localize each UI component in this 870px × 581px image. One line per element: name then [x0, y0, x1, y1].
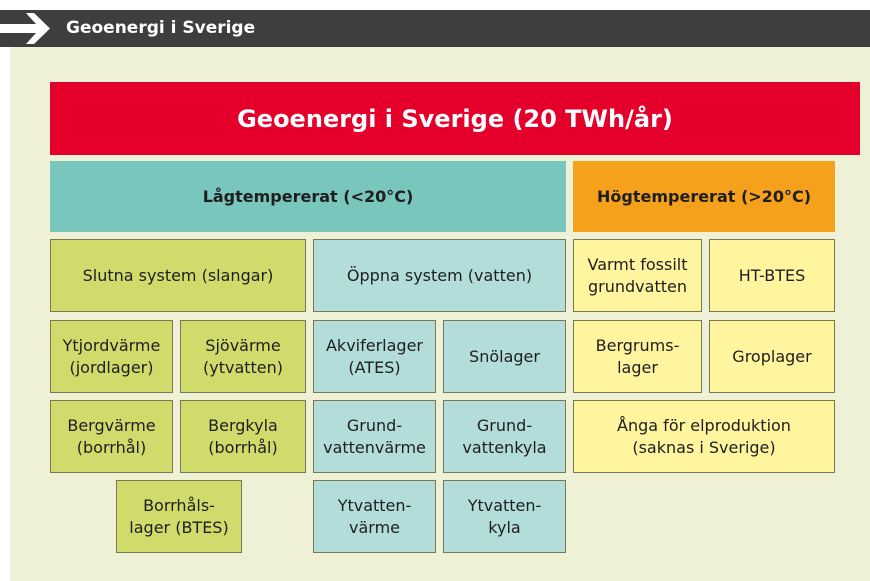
- arrow-icon: [0, 10, 60, 47]
- header-bar: [0, 10, 870, 47]
- grundvattenkyla-box: Grund- vattenkyla: [443, 400, 566, 473]
- ytvattenvarme-box: Ytvatten- värme: [313, 480, 436, 553]
- bergkyla-box: Bergkyla (borrhål): [180, 400, 306, 473]
- closed-systems-box: Slutna system (slangar): [50, 239, 306, 312]
- top-category-box: Geoenergi i Sverige (20 TWh/år): [50, 82, 860, 155]
- ytjordvarme-box: Ytjordvärme (jordlager): [50, 320, 173, 393]
- anga-elproduktion-box: Ånga för elproduktion (saknas i Sverige): [573, 400, 835, 473]
- groplager-box: Groplager: [709, 320, 835, 393]
- ht-btes-box: HT-BTES: [709, 239, 835, 312]
- low-temp-header: Lågtempererat (<20°C): [50, 161, 566, 232]
- grundvattenvarme-box: Grund- vattenvärme: [313, 400, 436, 473]
- bergrumslager-box: Bergrums- lager: [573, 320, 702, 393]
- snolager-box: Snölager: [443, 320, 566, 393]
- bergvarme-box: Bergvärme (borrhål): [50, 400, 173, 473]
- open-systems-box: Öppna system (vatten): [313, 239, 566, 312]
- warm-fossil-groundwater-box: Varmt fossilt grundvatten: [573, 239, 702, 312]
- sjovarme-box: Sjövärme (ytvatten): [180, 320, 306, 393]
- high-temp-header: Högtempererat (>20°C): [573, 161, 835, 232]
- header-title: Geoenergi i Sverige: [66, 18, 256, 38]
- borrhalslager-box: Borrhåls- lager (BTES): [116, 480, 242, 553]
- akviferlager-box: Akviferlager (ATES): [313, 320, 436, 393]
- ytvattenkyla-box: Ytvatten- kyla: [443, 480, 566, 553]
